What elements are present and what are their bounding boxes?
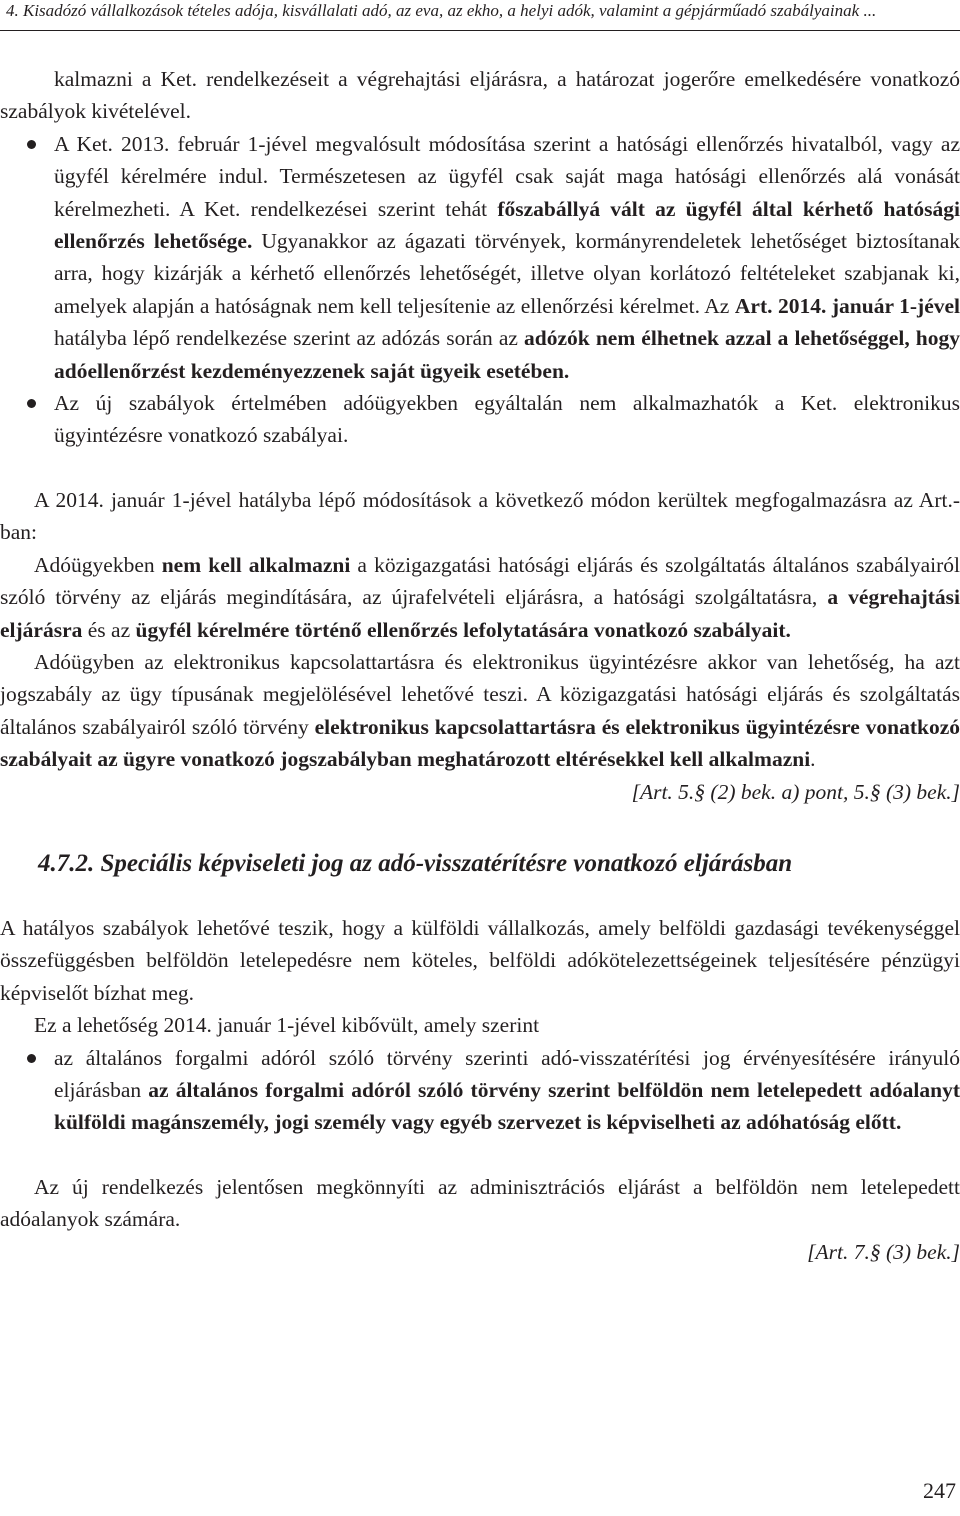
paragraph-elektronikus-kapcsolattartas: Adóügyben az elektronikus kapcsolattartásra és elektronikus ügyintézésre akkor van lehetőség, ha azt jogszabály az ügy típusának megjelölésével lehetővé teszi. A közigazgatási hatósági eljárás és szolgáltatás általános szabályairól szóló törvény elektronikus kapcsolattartásra és elektronikus ügyintézésre vonatkozó szabályait az ügyre vonatkozó jogszabályban meghatározott eltérésekkel kell alkalmazni. — [0, 649, 960, 772]
bullet-kepviselet: az általános forgalmi adóról szóló törvény szerinti adó-visszatérítési jog érvényesítésére irányuló eljárásban az általános forgalmi adóról szóló törvény szerint belföldön nem letelepedett adóalanyt külföldi magánszemély, jogi személy vagy egyéb szervezet is képviselheti az adóhatóság előtt. — [0, 1042, 960, 1139]
paragraph-kibovult: Ez a lehetőség 2014. január 1-jével kibővült, amely szerint — [34, 1013, 540, 1038]
bullet-icon — [27, 399, 36, 408]
paragraph-2014-modositasok: A 2014. január 1-jével hatályba lépő módosítások a következő módon kerültek megfogalmazásra az Art.-ban: — [0, 487, 960, 545]
paragraph-continuation: kalmazni a Ket. rendelkezéseit a végrehajtási eljárásra, a határozat jogerőre emelkedésére vonatkozó szabályok kivételével. — [0, 67, 960, 124]
page-number: 247 — [923, 1478, 956, 1503]
bullet-elektronikus: Az új szabályok értelmében adóügyekben egyáltalán nem alkalmazhatók a Ket. elektronikus ügyintézésre vonatkozó szabályai. — [0, 387, 960, 452]
bullet-ellenorzes: A Ket. 2013. február 1-jével megvalósult módosítása szerint a hatósági ellenőrzés hivatalból, vagy az ügyfél kérelmére indul. Természetesen az ügyfél csak saját maga hatósági ellenőrzés alá vonását kérelmezheti. A Ket. rendelkezései szerint tehát főszabállyá vált az ügyfél által kérhető hatósági ellenőrzés lehetősége. Ugyanakkor az ágazati törvények, kormányrendeletek lehetőséget biztosítanak arra, hogy kizárják a kérhető ellenőrzés lehetőségét, illetve olyan korlátozó feltételeket szabjanak ki, amelyek alapján a hatóságnak nem kell teljesítenie az ellenőrzési kérelmet. Az Art. 2014. január 1-jével hatályba lépő rendelkezése szerint az adózás során az adózók nem élhetnek azzal a lehetőséggel, hogy adóellenőrzést kezdeményezzenek saját ügyeik esetében. — [0, 128, 960, 387]
paragraph-uj-rendelkezes: Az új rendelkezés jelentősen megkönnyíti az adminisztrációs eljárást a belföldön nem letelepedett adóalanyok számára. — [0, 1174, 960, 1232]
section-heading: 4.7.2. Speciális képviseleti jog az adó-visszatérítésre vonatkozó eljárásban — [38, 849, 793, 877]
running-header: 4. Kisadózó vállalkozások tételes adója, kisvállalati adó, az eva, az ekho, a helyi adók, valamint a gépjárműadó szabályainak ... — [6, 1, 877, 20]
legal-reference: [Art. 5.§ (2) bek. a) pont, 5.§ (3) bek.] — [631, 779, 960, 804]
bullet-icon — [27, 140, 36, 149]
paragraph-hatalyos-szabalyok: A hatályos szabályok lehetővé teszik, hogy a külföldi vállalkozás, amely belföldi gazdasági tevékenységgel összefüggésben belföldön letelepedésre nem köteles, belföldi adókötelezettségeinek teljesítésére pénzügyi képviselőt bízhat meg. — [0, 915, 960, 1005]
page-body — [0, 63, 960, 1268]
bullet-icon — [27, 1054, 36, 1063]
paragraph-nem-kell-alkalmazni: Adóügyekben nem kell alkalmazni a közigazgatási hatósági eljárás és szolgáltatás általános szabályairól szóló törvény az eljárás megindítására, az újrafelvételi eljárásra, a hatósági szolgáltatásra, a végrehajtási eljárásra és az ügyfél kérelmére történő ellenőrzés lefolytatására vonatkozó szabályait. — [0, 552, 960, 642]
legal-reference: [Art. 7.§ (3) bek.] — [807, 1239, 960, 1264]
header-rule — [0, 30, 960, 31]
